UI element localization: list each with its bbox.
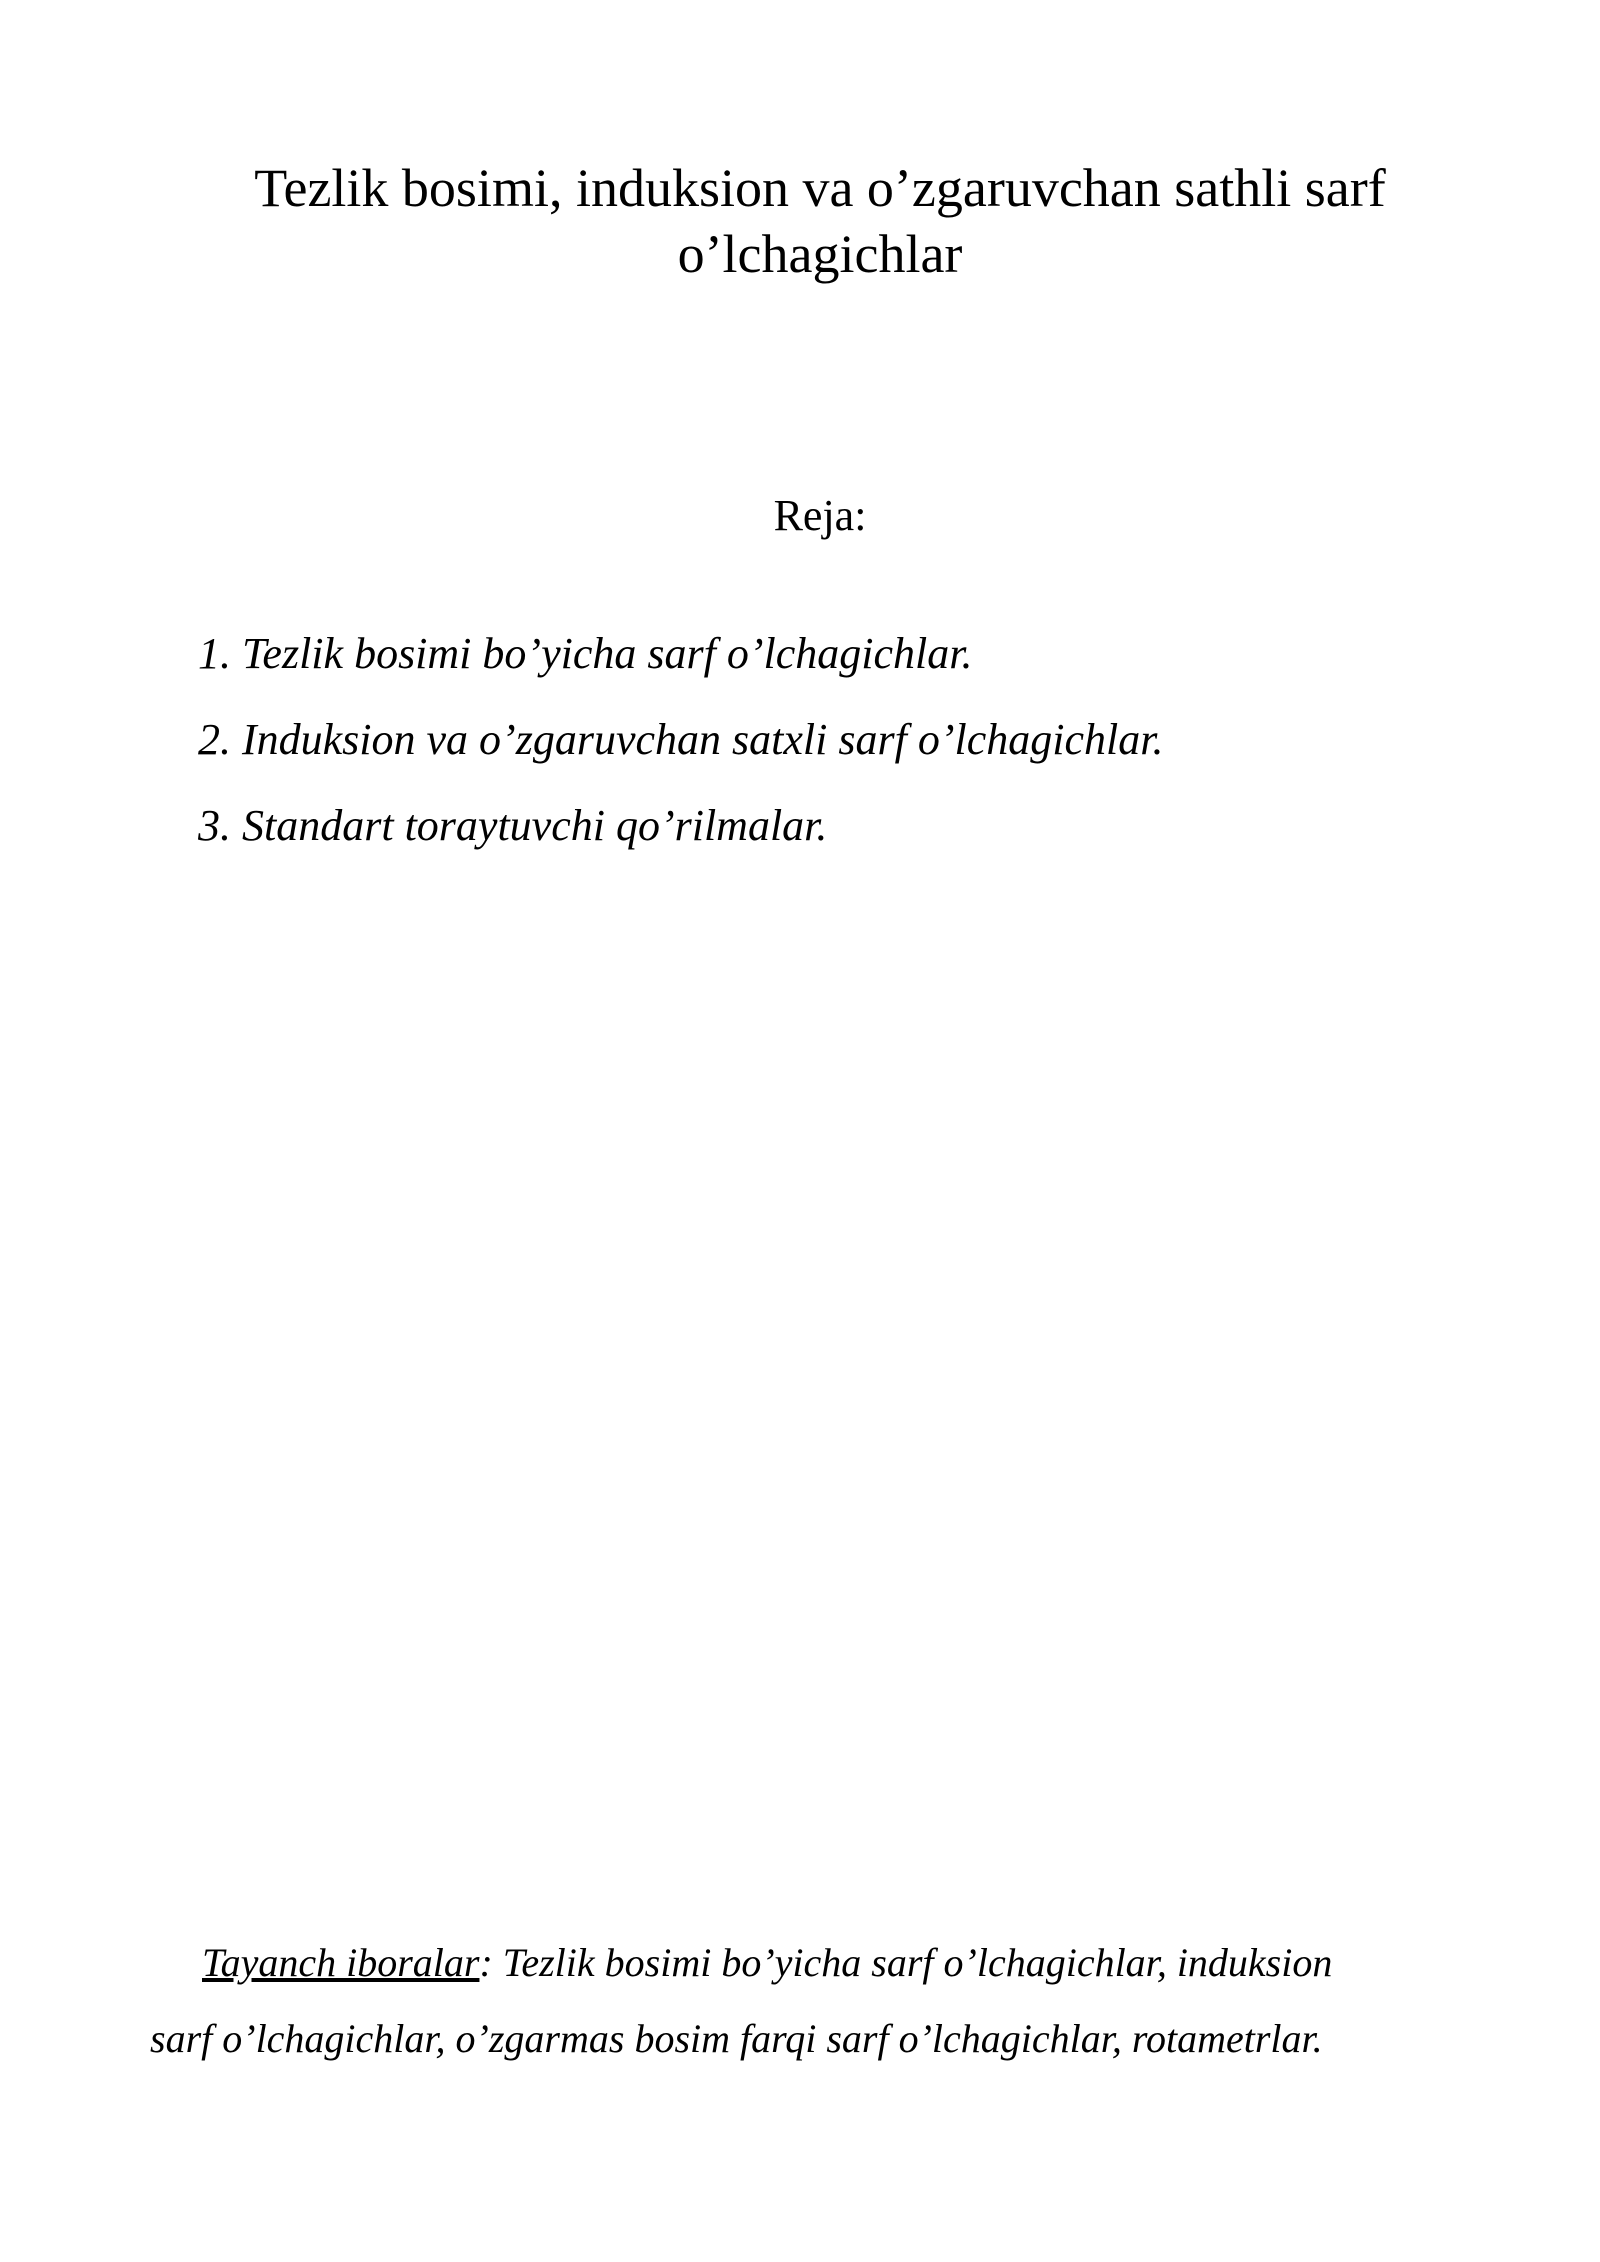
page-title xyxy=(150,155,1490,287)
plan-item: 1. Tezlik bosimi bo’yicha sarf o’lchagichlar. xyxy=(198,629,973,678)
plan-list xyxy=(198,628,1163,886)
title-line-2: o’lchagichlar xyxy=(677,224,963,284)
plan-item: 3. Standart toraytuvchi qo’rilmalar. xyxy=(198,801,828,850)
plan-item: 2. Induksion va o’zgaruvchan satxli sarf o’lchagichlar. xyxy=(198,715,1164,764)
keywords-line-2: sarf o’lchagichlar, o’zgarmas bosim farqi sarf o’lchagichlar, rotametrlar. xyxy=(150,2016,1323,2061)
keywords-label: Tayanch iboralar xyxy=(202,1940,480,1985)
keywords-line-1 xyxy=(150,1925,1450,2001)
keywords-line-1-text: : Tezlik bosimi bo’yicha sarf o’lchagichlar, induksion xyxy=(479,1940,1333,1985)
keywords-paragraph xyxy=(150,1925,1450,2077)
plan-heading: Reja: xyxy=(773,491,867,540)
title-line-1: Tezlik bosimi, induksion va o’zgaruvchan sathli sarf xyxy=(254,158,1386,218)
